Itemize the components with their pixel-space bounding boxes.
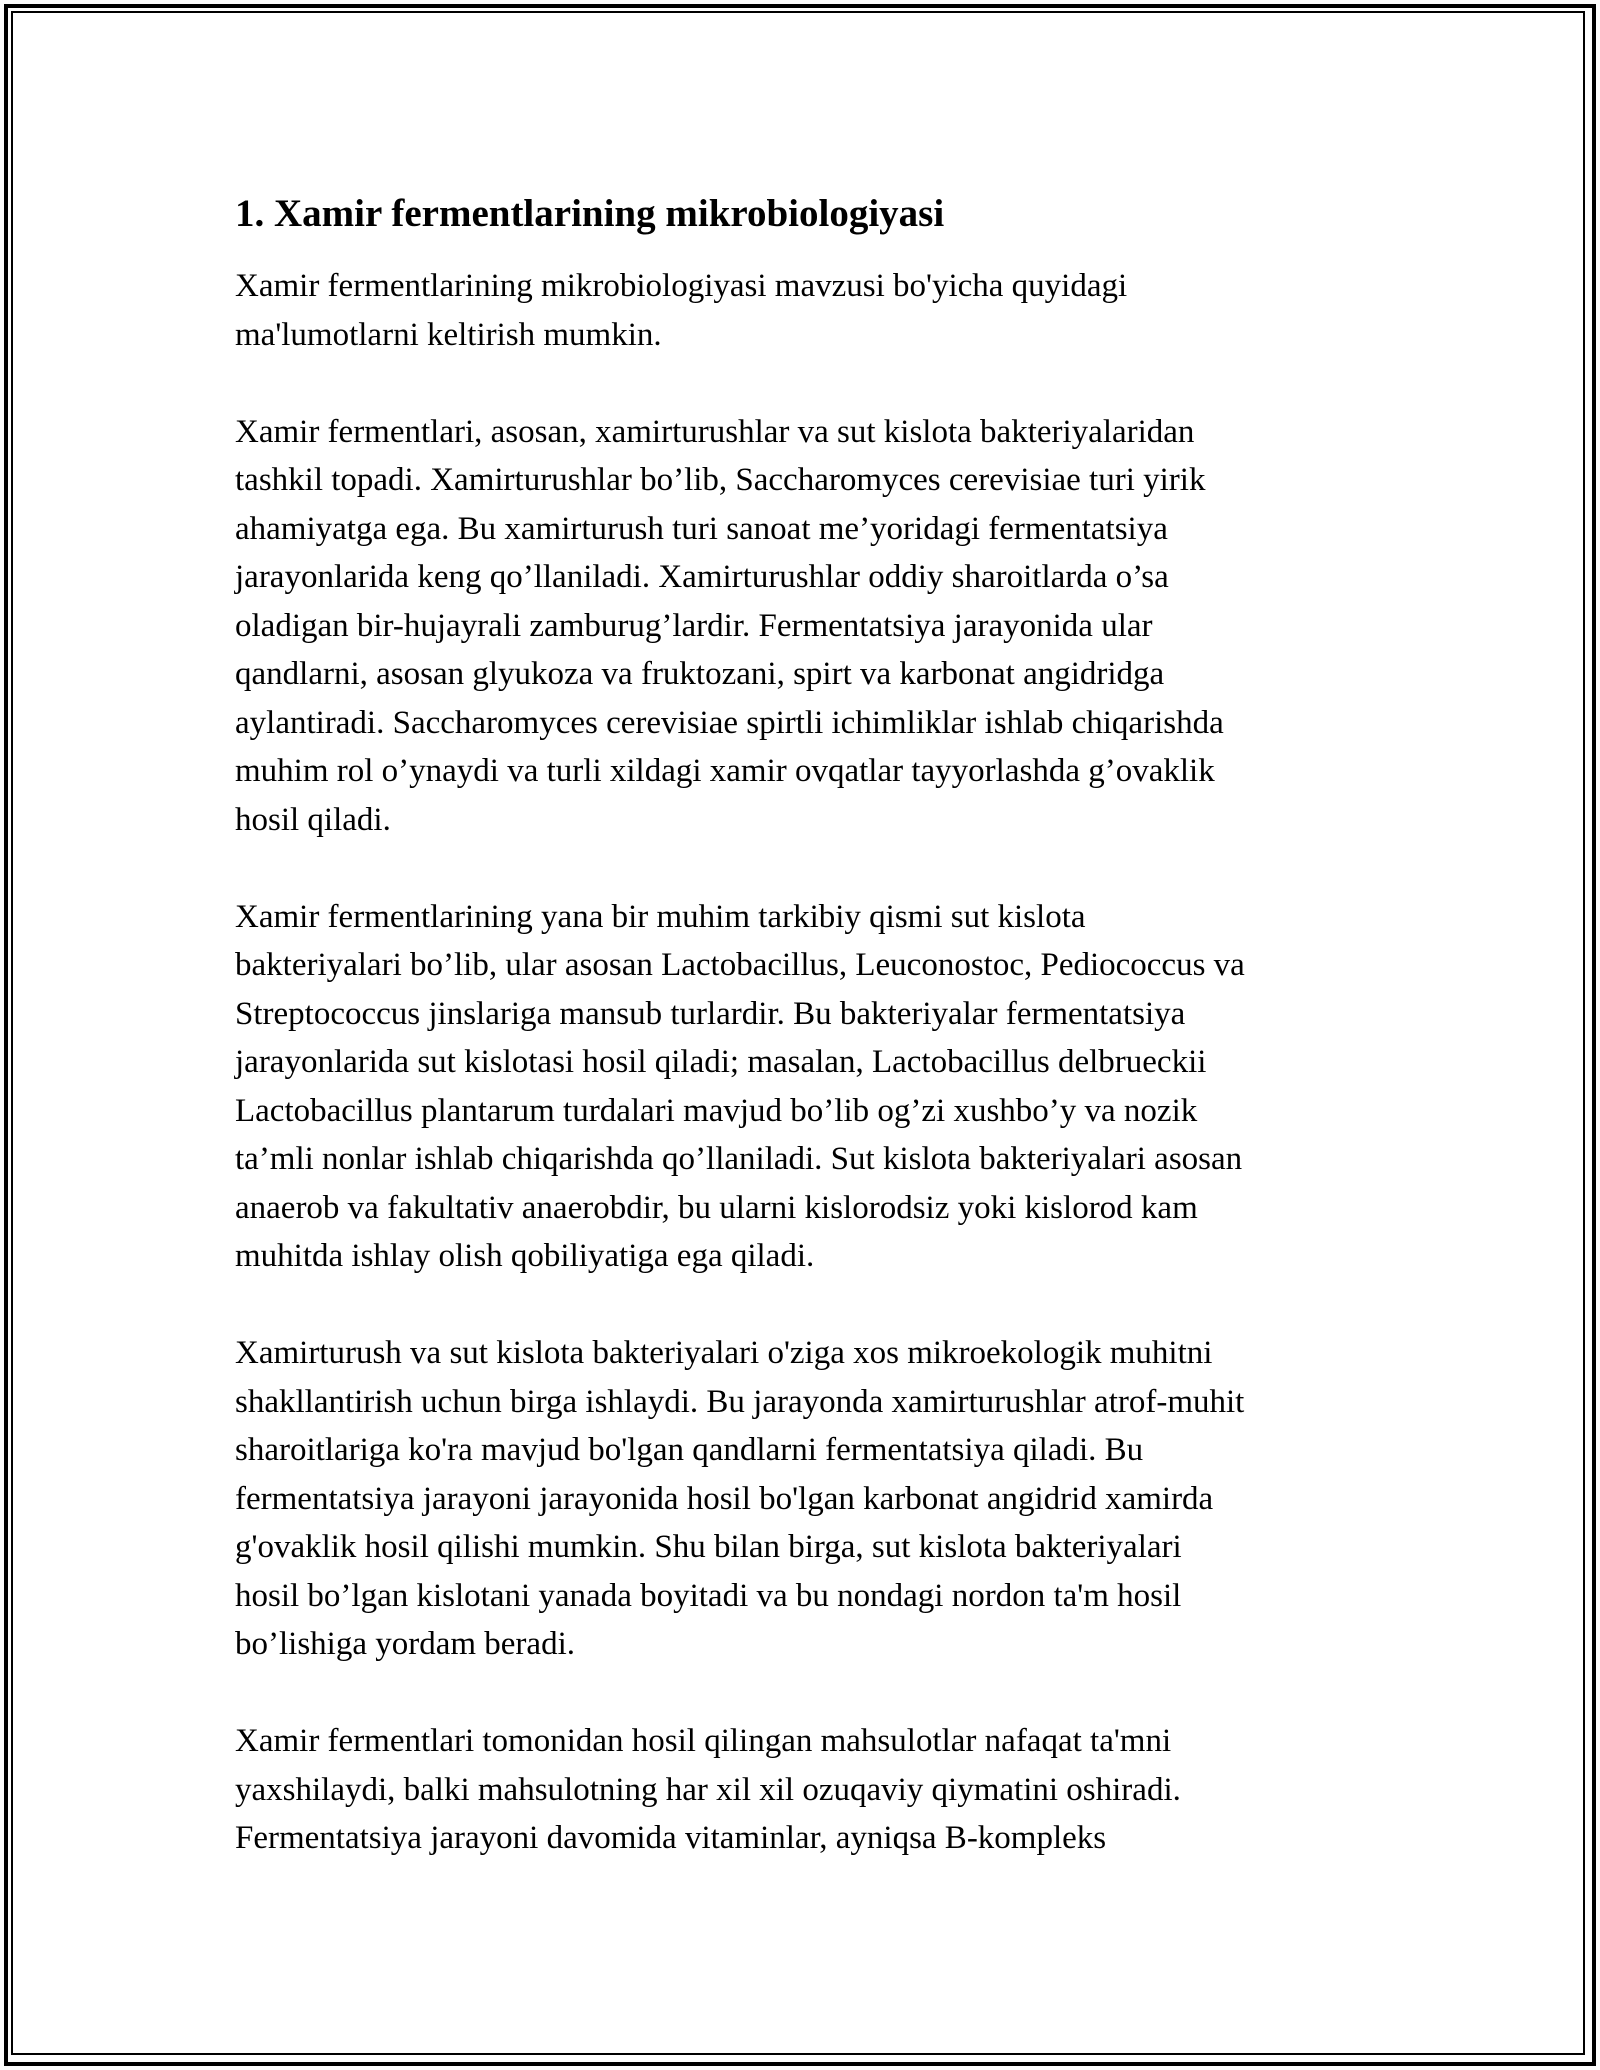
paragraph-ozuqaviy-qiymat: Xamir fermentlari tomonidan hosil qilingan mahsulotlar nafaqat ta'mni yaxshilaydi, balki mahsulotning har xil xil ozuqaviy qiymatini oshiradi. Fermentatsiya jarayoni davomida vitaminlar, ayniqsa B-kompleks <box>235 1723 1181 1856</box>
paragraph-sut-kislota-bakteriyalari: Xamir fermentlarining yana bir muhim tarkibiy qismi sut kislota bakteriyalari bo’lib, ular asosan Lactobacillus, Leuconostoc, Pediococcus va Streptococcus jinslariga mansub turlardir. Bu bakteriyalar fermentatsiya jarayonlarida sut kislotasi hosil qiladi; masalan, Lactobacillus delbrueckii Lactobacillus plantarum turdalari mavjud bo’lib og’zi xushbo’y va nozik ta’mli nonlar ishlab chiqarishda qo’llaniladi. Sut kislota bakteriyalari asosan anaerob va fakultativ anaerobdir, bu ularni kislorodsiz yoki kislorod kam muhitda ishlay olish qobiliyatiga ega qiladi. <box>235 898 1245 1274</box>
paragraph-birgalikda-ishlash: Xamirturush va sut kislota bakteriyalari o'ziga xos mikroekologik muhitni shakllantirish uchun birga ishlaydi. Bu jarayonda xamirturushlar atrof-muhit sharoitlariga ko'ra mavjud bo'lgan qandlarni fermentatsiya qiladi. Bu fermentatsiya jarayoni jarayonida hosil bo'lgan karbonat angidrid xamirda g'ovaklik hosil qilishi mumkin. Shu bilan birga, sut kislota bakteriyalari hosil bo’lgan kislotani yanada boyitadi va bu nondagi nordon ta'm hosil bo’lishiga yordam beradi. <box>235 1335 1245 1662</box>
paragraph-xamirturushlar: Xamir fermentlari, asosan, xamirturushlar va sut kislota bakteriyalaridan tashkil topadi. Xamirturushlar bo’lib, Saccharomyces cerevisiae turi yirik ahamiyatga ega. Bu xamirturush turi sanoat me’yoridagi fermentatsiya jarayonlarida keng qo’llaniladi. Xamirturushlar oddiy sharoitlarda o’sa oladigan bir-hujayrali zamburug’lardir. Fermentatsiya jarayonida ular qandlarni, asosan glyukoza va fruktozani, spirt va karbonat angidridga aylantiradi. Saccharomyces cerevisiae spirtli ichimliklar ishlab chiqarishda muhim rol o’ynaydi va turli xildagi xamir ovqatlar tayyorlashda g’ovaklik hosil qiladi. <box>235 413 1224 838</box>
section-heading: 1. Xamir fermentlarining mikrobiologiyasi <box>235 192 945 235</box>
paragraph-intro: Xamir fermentlarining mikrobiologiyasi mavzusi bo'yicha quyidagi ma'lumotlarni keltirish mumkin. <box>235 268 1128 353</box>
document-body <box>235 188 1375 1863</box>
